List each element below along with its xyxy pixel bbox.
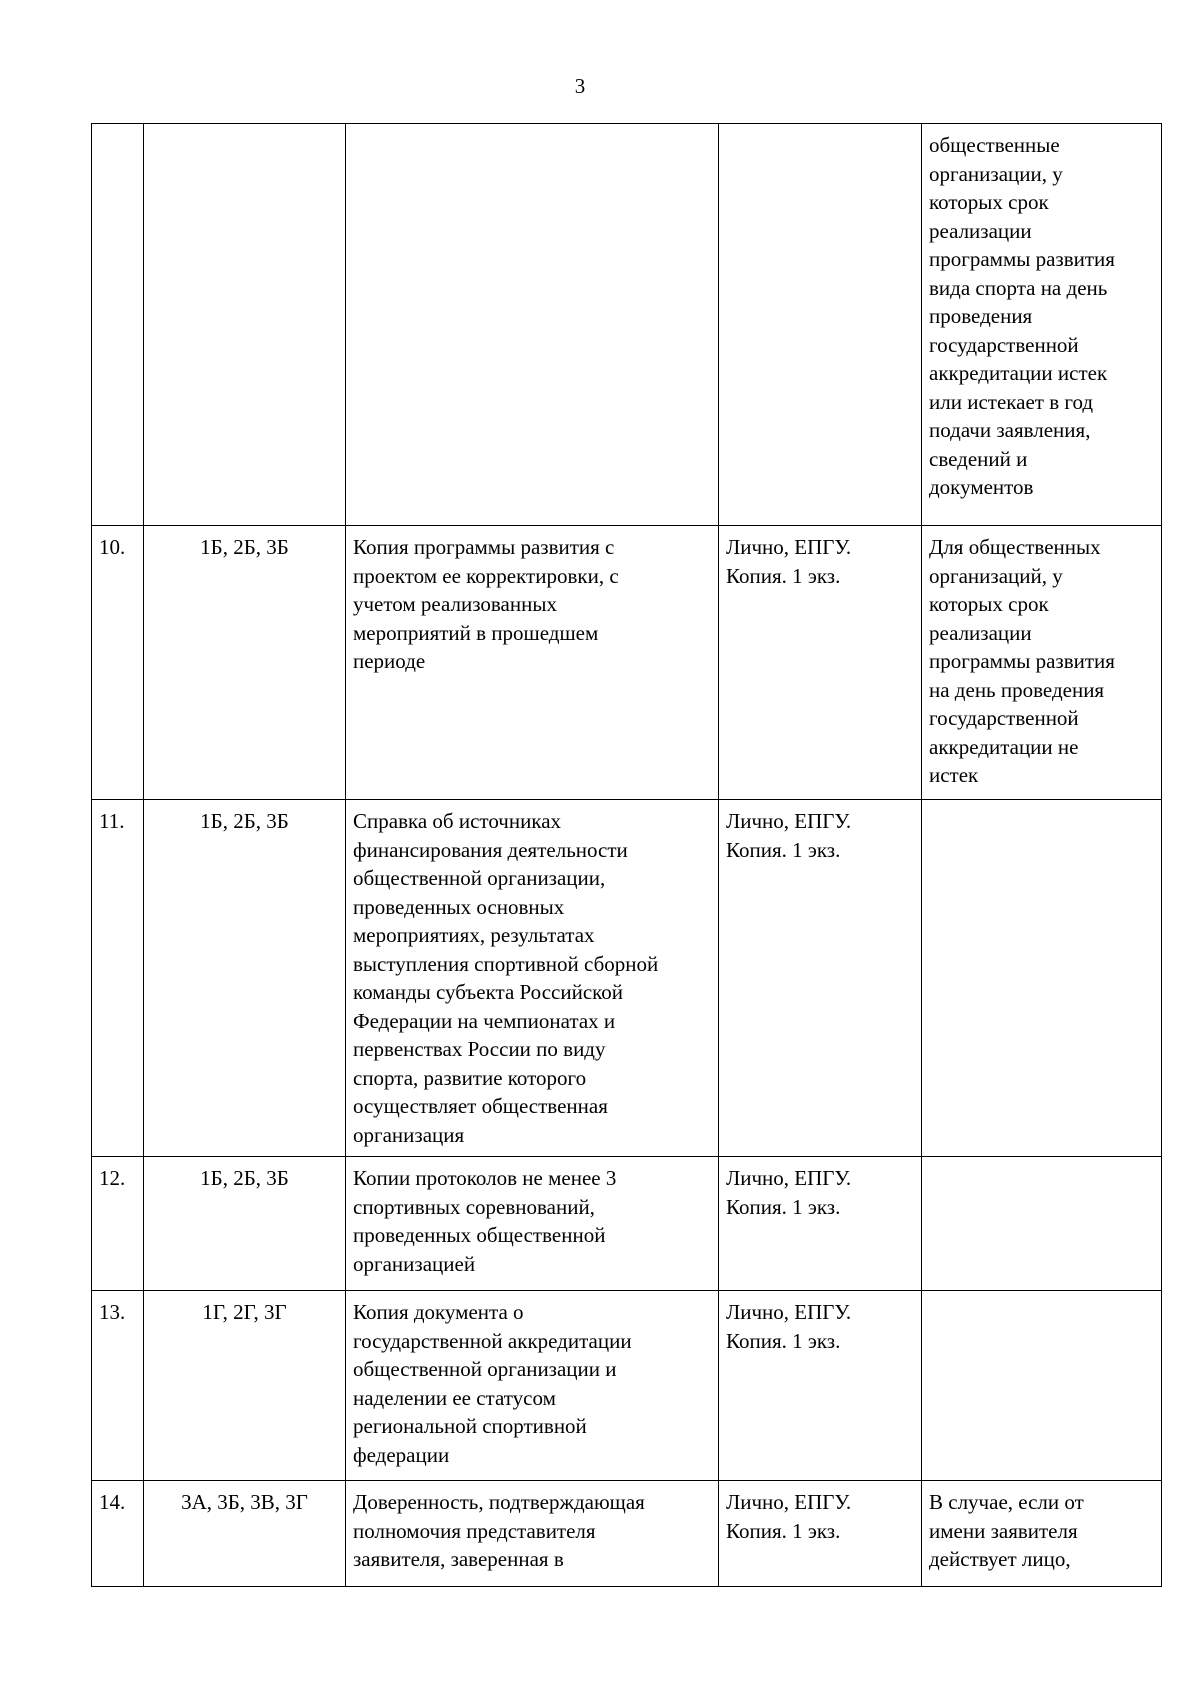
row-number-cell: 12. [92, 1157, 144, 1291]
row-note-cell: Для общественных организаций, у которых срок реализации программы развития на день проведения государственной аккредитации не истек [922, 526, 1162, 800]
row-note-cell: В случае, если от имени заявителя действует лицо, [922, 1481, 1162, 1587]
row-code-cell: 1Б, 2Б, 3Б [144, 800, 346, 1157]
table-row [92, 1481, 1162, 1587]
row-number-cell: 14. [92, 1481, 144, 1587]
table-row [92, 1291, 1162, 1481]
row-document-cell: Копия программы развития с проектом ее корректировки, с учетом реализованных мероприятий в прошедшем периоде [346, 526, 719, 800]
row-document-cell [346, 124, 719, 526]
table-row [92, 526, 1162, 800]
row-method-cell: Лично, ЕПГУ. Копия. 1 экз. [719, 800, 922, 1157]
row-code-cell: 3А, 3Б, 3В, 3Г [144, 1481, 346, 1587]
documents-table [91, 123, 1162, 1587]
row-document-cell: Копии протоколов не менее 3 спортивных соревнований, проведенных общественной организацией [346, 1157, 719, 1291]
row-number-cell: 10. [92, 526, 144, 800]
row-method-cell: Лично, ЕПГУ. Копия. 1 экз. [719, 1291, 922, 1481]
row-note-cell [922, 1157, 1162, 1291]
row-note-cell: общественные организации, у которых срок реализации программы развития вида спорта на день проведения государственной аккредитации истек или истекает в год подачи заявления, сведений и документов [922, 124, 1162, 526]
row-document-cell: Копия документа о государственной аккредитации общественной организации и наделении ее статусом региональной спортивной федерации [346, 1291, 719, 1481]
row-number-cell [92, 124, 144, 526]
row-number-cell: 11. [92, 800, 144, 1157]
row-code-cell: 1Б, 2Б, 3Б [144, 526, 346, 800]
row-method-cell: Лично, ЕПГУ. Копия. 1 экз. [719, 526, 922, 800]
page-number: 3 [574, 74, 586, 98]
row-number-cell: 13. [92, 1291, 144, 1481]
row-code-cell: 1Б, 2Б, 3Б [144, 1157, 346, 1291]
row-note-cell [922, 1291, 1162, 1481]
row-method-cell: Лично, ЕПГУ. Копия. 1 экз. [719, 1481, 922, 1587]
table-row [92, 1157, 1162, 1291]
row-document-cell: Доверенность, подтверждающая полномочия представителя заявителя, заверенная в [346, 1481, 719, 1587]
table-row [92, 800, 1162, 1157]
row-document-cell: Справка об источниках финансирования деятельности общественной организации, проведенных основных мероприятиях, результатах выступления спортивной сборной команды субъекта Российской Федерации на чемпионатах и первенствах России по виду спорта, развитие которого осуществляет общественная организация [346, 800, 719, 1157]
row-code-cell: 1Г, 2Г, 3Г [144, 1291, 346, 1481]
row-method-cell: Лично, ЕПГУ. Копия. 1 экз. [719, 1157, 922, 1291]
row-code-cell [144, 124, 346, 526]
row-note-cell [922, 800, 1162, 1157]
table-row [92, 124, 1162, 526]
row-method-cell [719, 124, 922, 526]
